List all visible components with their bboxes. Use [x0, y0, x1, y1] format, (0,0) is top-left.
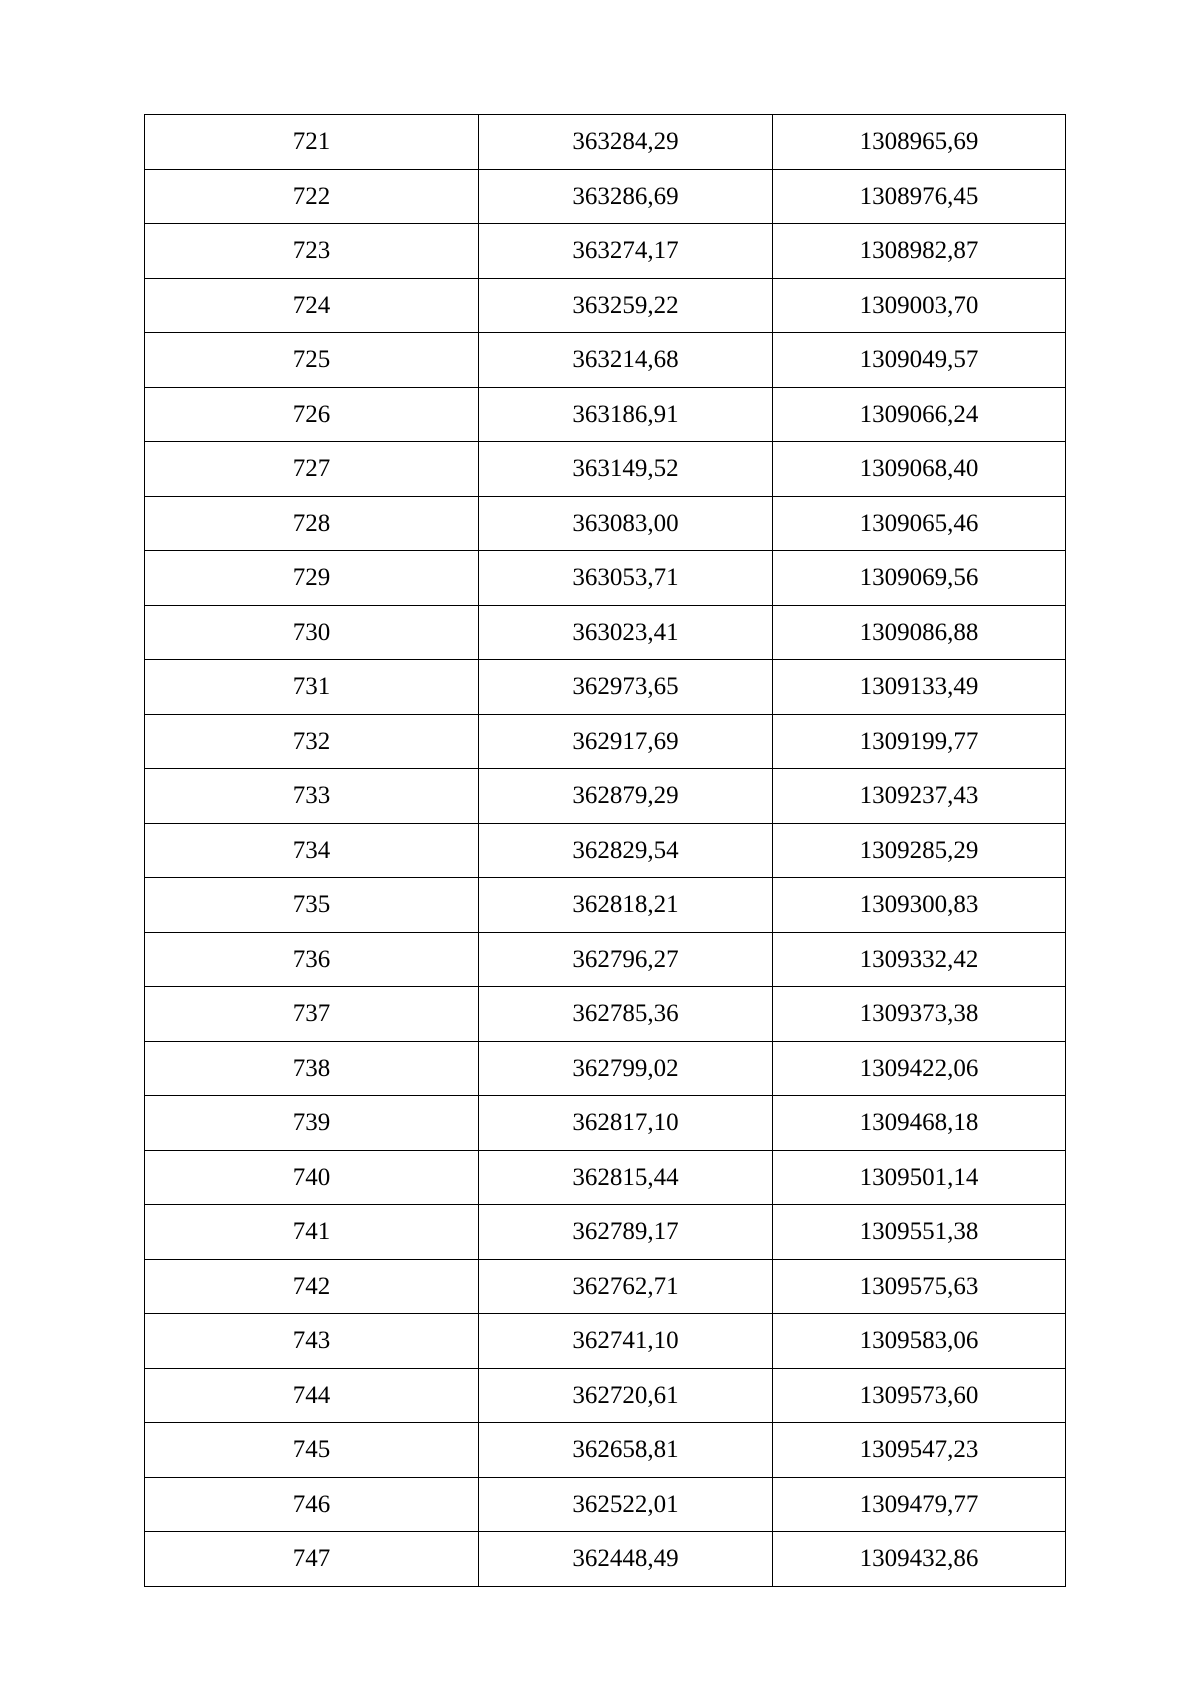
y-coordinate-cell: 1308965,69: [773, 115, 1066, 170]
table-row: [145, 1477, 1066, 1532]
x-coordinate-cell: 363023,41: [479, 605, 773, 660]
table-row: [145, 1368, 1066, 1423]
point-number-cell: 724: [145, 278, 479, 333]
table-row: [145, 1150, 1066, 1205]
table-row: [145, 551, 1066, 606]
y-coordinate-cell: 1309237,43: [773, 769, 1066, 824]
x-coordinate-cell: 362658,81: [479, 1423, 773, 1478]
point-number-cell: 746: [145, 1477, 479, 1532]
y-coordinate-cell: 1309468,18: [773, 1096, 1066, 1151]
y-coordinate-cell: 1309373,38: [773, 987, 1066, 1042]
table-row: [145, 605, 1066, 660]
x-coordinate-cell: 362448,49: [479, 1532, 773, 1587]
x-coordinate-cell: 362817,10: [479, 1096, 773, 1151]
point-number-cell: 743: [145, 1314, 479, 1369]
y-coordinate-cell: 1309575,63: [773, 1259, 1066, 1314]
y-coordinate-cell: 1309300,83: [773, 878, 1066, 933]
table-row: [145, 387, 1066, 442]
point-number-cell: 721: [145, 115, 479, 170]
x-coordinate-cell: 363186,91: [479, 387, 773, 442]
point-number-cell: 744: [145, 1368, 479, 1423]
point-number-cell: 742: [145, 1259, 479, 1314]
point-number-cell: 723: [145, 224, 479, 279]
y-coordinate-cell: 1309199,77: [773, 714, 1066, 769]
table-row: [145, 1259, 1066, 1314]
y-coordinate-cell: 1309583,06: [773, 1314, 1066, 1369]
y-coordinate-cell: 1309065,46: [773, 496, 1066, 551]
point-number-cell: 727: [145, 442, 479, 497]
table-row: [145, 987, 1066, 1042]
y-coordinate-cell: 1309066,24: [773, 387, 1066, 442]
point-number-cell: 732: [145, 714, 479, 769]
point-number-cell: 731: [145, 660, 479, 715]
point-number-cell: 730: [145, 605, 479, 660]
x-coordinate-cell: 362879,29: [479, 769, 773, 824]
x-coordinate-cell: 362818,21: [479, 878, 773, 933]
point-number-cell: 722: [145, 169, 479, 224]
x-coordinate-cell: 362799,02: [479, 1041, 773, 1096]
y-coordinate-cell: 1309551,38: [773, 1205, 1066, 1260]
x-coordinate-cell: 363259,22: [479, 278, 773, 333]
table-row: [145, 169, 1066, 224]
y-coordinate-cell: 1309003,70: [773, 278, 1066, 333]
y-coordinate-cell: 1309479,77: [773, 1477, 1066, 1532]
point-number-cell: 745: [145, 1423, 479, 1478]
table-row: [145, 878, 1066, 933]
point-number-cell: 735: [145, 878, 479, 933]
x-coordinate-cell: 363053,71: [479, 551, 773, 606]
x-coordinate-cell: 363214,68: [479, 333, 773, 388]
x-coordinate-cell: 362973,65: [479, 660, 773, 715]
point-number-cell: 740: [145, 1150, 479, 1205]
coordinates-table-body: [145, 115, 1066, 1587]
y-coordinate-cell: 1309069,56: [773, 551, 1066, 606]
point-number-cell: 739: [145, 1096, 479, 1151]
y-coordinate-cell: 1309049,57: [773, 333, 1066, 388]
x-coordinate-cell: 362815,44: [479, 1150, 773, 1205]
table-row: [145, 714, 1066, 769]
point-number-cell: 725: [145, 333, 479, 388]
x-coordinate-cell: 363284,29: [479, 115, 773, 170]
point-number-cell: 747: [145, 1532, 479, 1587]
table-row: [145, 1423, 1066, 1478]
x-coordinate-cell: 362829,54: [479, 823, 773, 878]
y-coordinate-cell: 1308982,87: [773, 224, 1066, 279]
x-coordinate-cell: 363286,69: [479, 169, 773, 224]
y-coordinate-cell: 1309086,88: [773, 605, 1066, 660]
y-coordinate-cell: 1309432,86: [773, 1532, 1066, 1587]
point-number-cell: 736: [145, 932, 479, 987]
coordinates-table: [144, 114, 1066, 1587]
y-coordinate-cell: 1309285,29: [773, 823, 1066, 878]
point-number-cell: 728: [145, 496, 479, 551]
point-number-cell: 734: [145, 823, 479, 878]
table-row: [145, 333, 1066, 388]
point-number-cell: 737: [145, 987, 479, 1042]
table-row: [145, 1532, 1066, 1587]
x-coordinate-cell: 362796,27: [479, 932, 773, 987]
table-row: [145, 1314, 1066, 1369]
table-row: [145, 1096, 1066, 1151]
x-coordinate-cell: 363149,52: [479, 442, 773, 497]
y-coordinate-cell: 1309332,42: [773, 932, 1066, 987]
x-coordinate-cell: 363274,17: [479, 224, 773, 279]
table-row: [145, 496, 1066, 551]
y-coordinate-cell: 1309068,40: [773, 442, 1066, 497]
table-row: [145, 442, 1066, 497]
point-number-cell: 729: [145, 551, 479, 606]
y-coordinate-cell: 1309133,49: [773, 660, 1066, 715]
table-row: [145, 1041, 1066, 1096]
y-coordinate-cell: 1309547,23: [773, 1423, 1066, 1478]
x-coordinate-cell: 362917,69: [479, 714, 773, 769]
x-coordinate-cell: 362785,36: [479, 987, 773, 1042]
table-row: [145, 224, 1066, 279]
x-coordinate-cell: 362522,01: [479, 1477, 773, 1532]
x-coordinate-cell: 362789,17: [479, 1205, 773, 1260]
point-number-cell: 726: [145, 387, 479, 442]
table-row: [145, 769, 1066, 824]
table-row: [145, 660, 1066, 715]
x-coordinate-cell: 362720,61: [479, 1368, 773, 1423]
y-coordinate-cell: 1308976,45: [773, 169, 1066, 224]
x-coordinate-cell: 363083,00: [479, 496, 773, 551]
table-row: [145, 115, 1066, 170]
y-coordinate-cell: 1309422,06: [773, 1041, 1066, 1096]
point-number-cell: 733: [145, 769, 479, 824]
y-coordinate-cell: 1309501,14: [773, 1150, 1066, 1205]
point-number-cell: 738: [145, 1041, 479, 1096]
x-coordinate-cell: 362741,10: [479, 1314, 773, 1369]
y-coordinate-cell: 1309573,60: [773, 1368, 1066, 1423]
x-coordinate-cell: 362762,71: [479, 1259, 773, 1314]
table-row: [145, 1205, 1066, 1260]
table-row: [145, 823, 1066, 878]
table-row: [145, 932, 1066, 987]
table-row: [145, 278, 1066, 333]
point-number-cell: 741: [145, 1205, 479, 1260]
